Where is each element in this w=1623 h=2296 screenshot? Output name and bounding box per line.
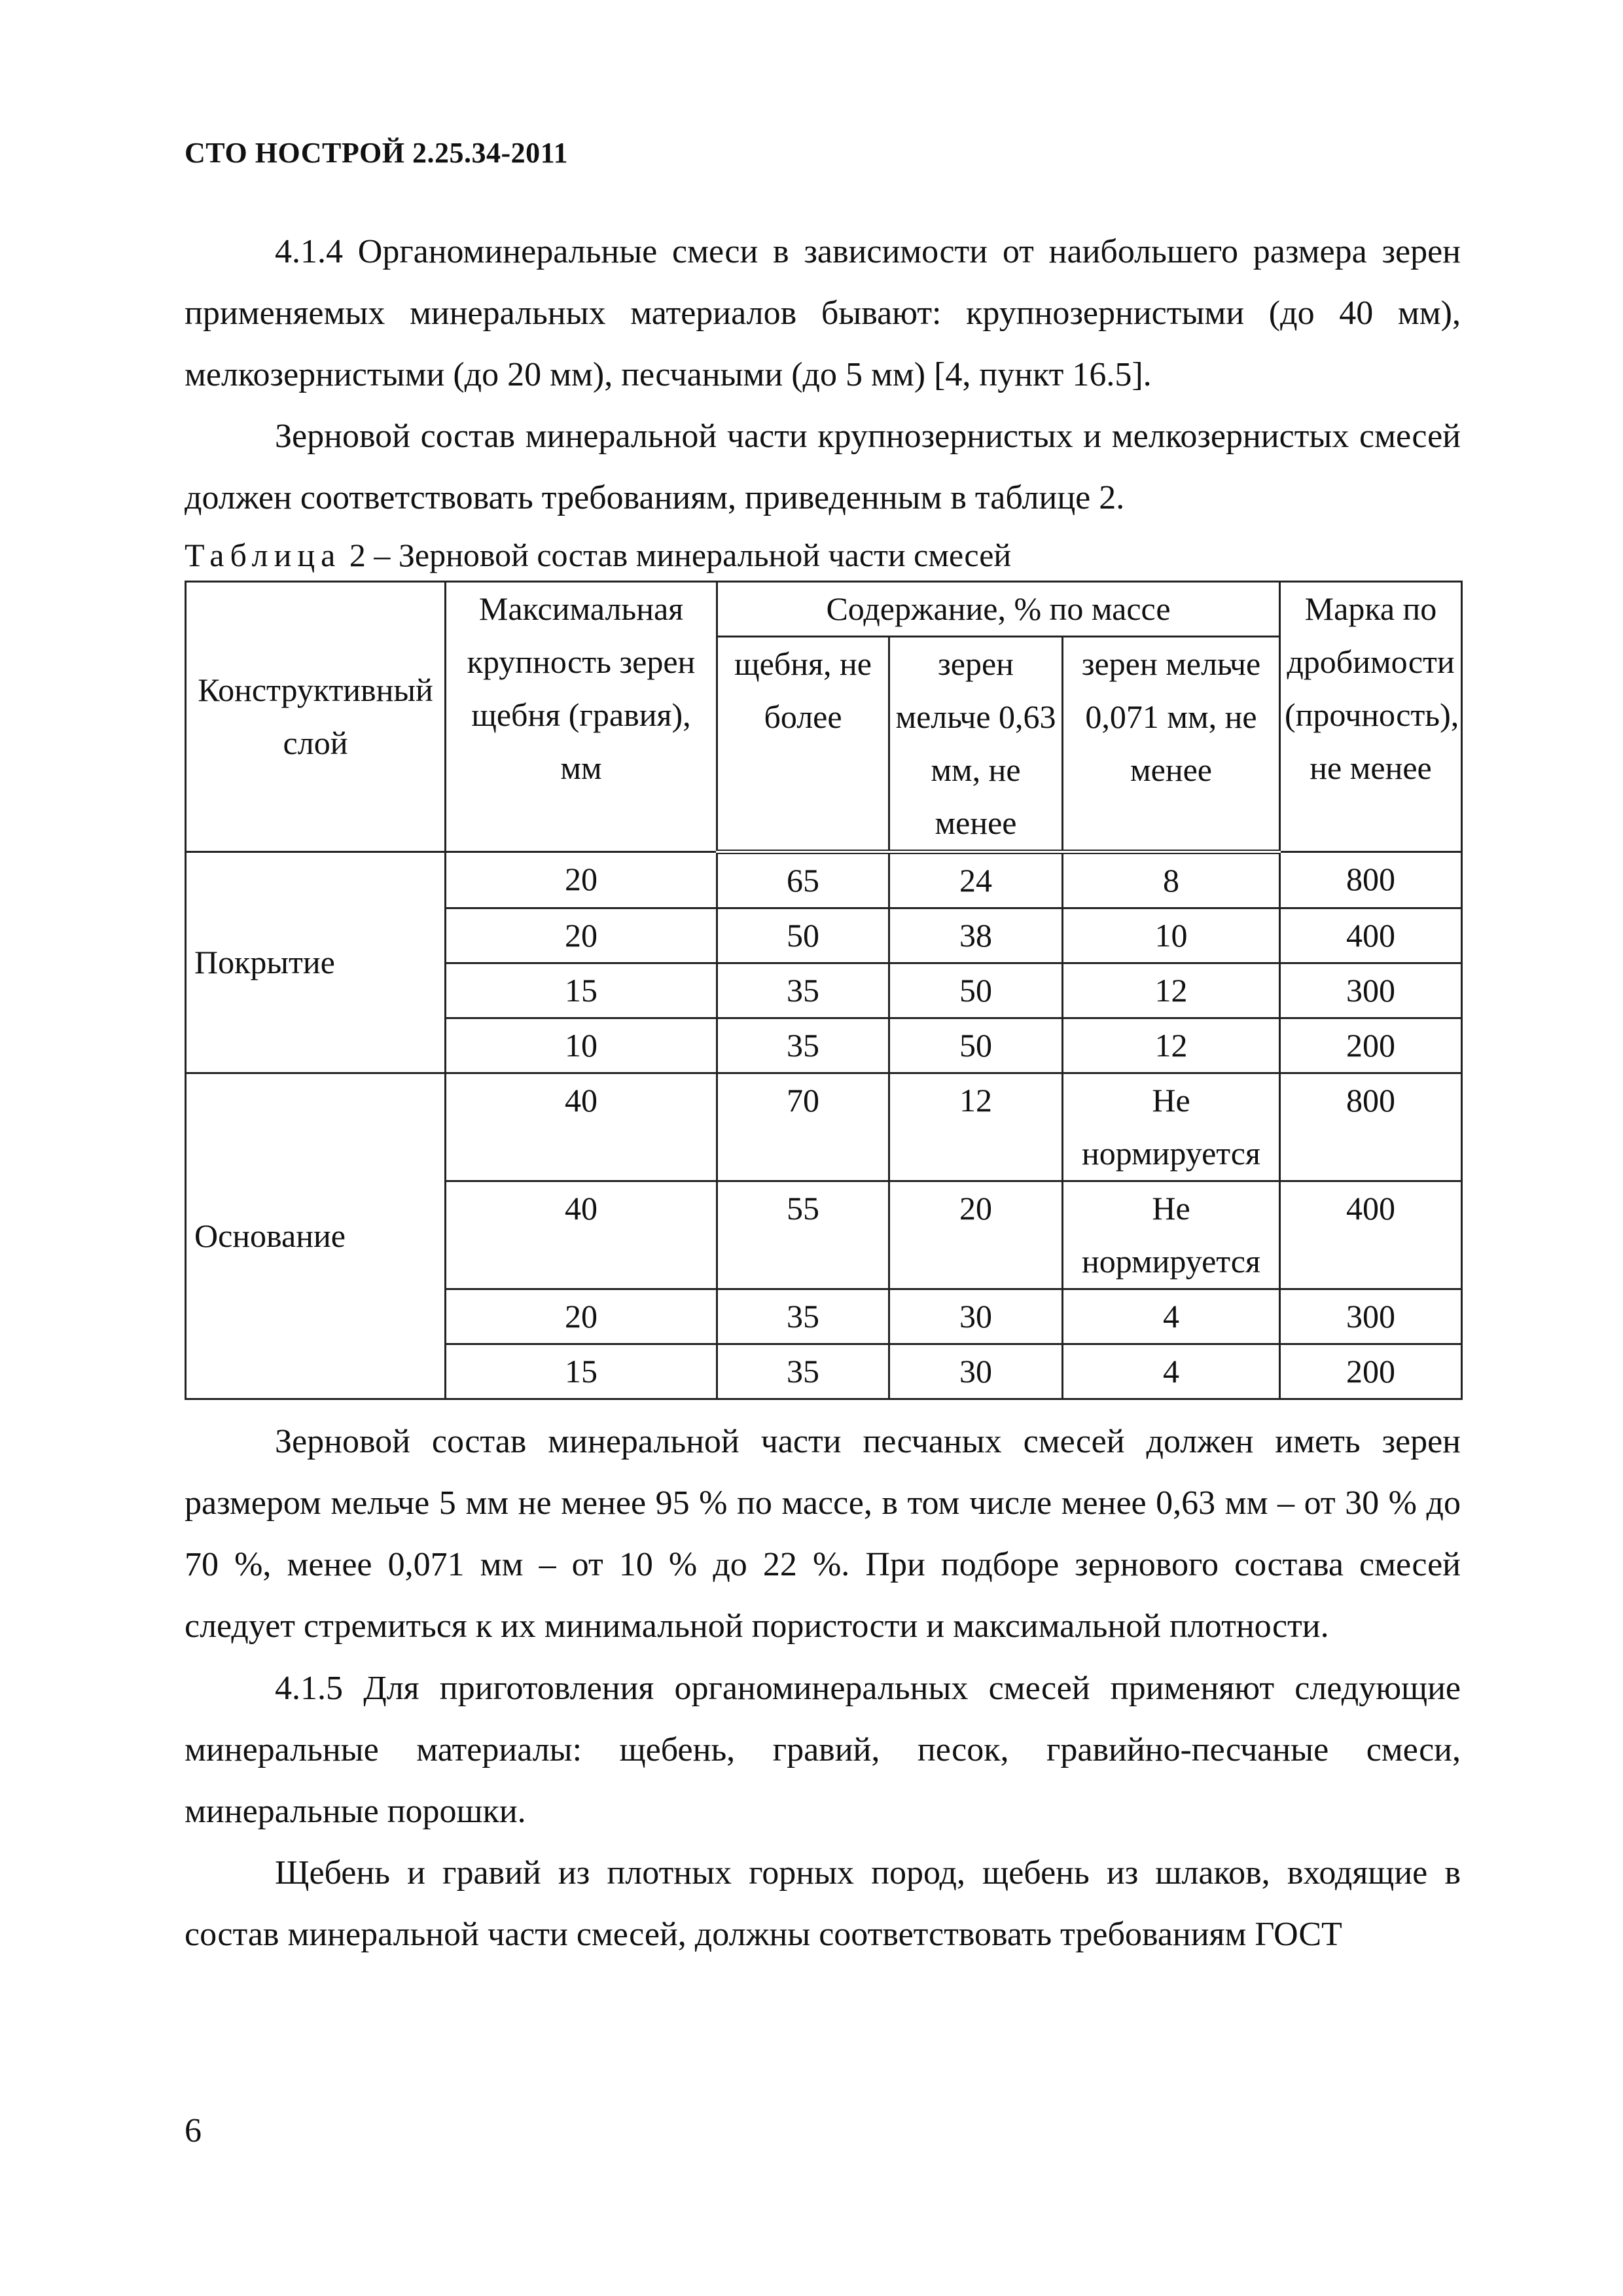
cell-fine-0071: 4 xyxy=(1063,1289,1280,1344)
cell-max: 10 xyxy=(446,1018,717,1073)
table-row xyxy=(186,852,1462,908)
cell-max: 40 xyxy=(446,1181,717,1289)
paragraph-4-1-4: 4.1.4 Органоминеральные смеси в зависимости от наибольшего размера зерен применяемых минеральных материалов бывают: крупнозернистыми (до 40 мм), мелкозернистыми (до 20 мм), песчаными (до 5 мм) [4, пункт 16.5]. xyxy=(185,233,1461,393)
table-caption-label: Таблица xyxy=(185,537,342,573)
table-caption-text: 2 – Зерновой состав минеральной части смесей xyxy=(349,537,1012,573)
cell-fine-0071: 10 xyxy=(1063,908,1280,963)
cell-max: 40 xyxy=(446,1073,717,1181)
cell-fine-063: 24 xyxy=(889,852,1063,908)
header-grade: Марка по дробимости (прочность), не менее xyxy=(1280,582,1462,852)
header-fine-0071: зерен мельче 0,071 мм, не менее xyxy=(1063,637,1280,852)
cell-max: 15 xyxy=(446,963,717,1018)
header-max-size: Максимальная крупность зерен щебня (гравия), мм xyxy=(446,582,717,852)
header-crushed: щебня, не более xyxy=(717,637,889,852)
document-header: СТО НОСТРОЙ 2.25.34-2011 xyxy=(185,137,569,169)
paragraph-sand-mixes: Зерновой состав минеральной части песчаных смесей должен иметь зерен размером мельче 5 мм не менее 95 % по массе, в том числе менее 0,63 мм – от 30 % до 70 %, менее 0,071 мм – от 10 % до 22 %. При подборе зернового состава смесей следует стремиться к их минимальной пористости и максимальной плотности. xyxy=(185,1423,1461,1645)
cell-fine-063: 38 xyxy=(889,908,1063,963)
cell-max: 20 xyxy=(446,1289,717,1344)
layer-cell-base: Основание xyxy=(186,1073,446,1399)
cell-max: 20 xyxy=(446,852,717,908)
cell-max: 20 xyxy=(446,908,717,963)
cell-crushed: 35 xyxy=(717,963,889,1018)
cell-fine-0071: 12 xyxy=(1063,963,1280,1018)
cell-grade: 400 xyxy=(1280,908,1462,963)
page-number: 6 xyxy=(185,2112,202,2149)
cell-fine-0071: Не нормируется xyxy=(1063,1073,1280,1181)
cell-fine-063: 12 xyxy=(889,1073,1063,1181)
cell-grade: 300 xyxy=(1280,963,1462,1018)
header-content-group: Содержание, % по массе xyxy=(717,582,1280,637)
layer-cell-coating: Покрытие xyxy=(186,852,446,1073)
cell-fine-063: 50 xyxy=(889,963,1063,1018)
cell-crushed: 70 xyxy=(717,1073,889,1181)
header-layer: Конструктивный слой xyxy=(186,582,446,852)
cell-grade: 200 xyxy=(1280,1344,1462,1399)
header-fine-063: зерен мельче 0,63 мм, не менее xyxy=(889,637,1063,852)
cell-grade: 800 xyxy=(1280,1073,1462,1181)
grain-composition-table xyxy=(185,581,1463,1400)
cell-fine-0071: Не нормируется xyxy=(1063,1181,1280,1289)
cell-crushed: 35 xyxy=(717,1018,889,1073)
cell-fine-0071: 4 xyxy=(1063,1344,1280,1399)
cell-crushed: 50 xyxy=(717,908,889,963)
cell-fine-063: 30 xyxy=(889,1344,1063,1399)
table-row xyxy=(186,1073,1462,1181)
paragraph-crushed-stone: Щебень и гравий из плотных горных пород, щебень из шлаков, входящие в состав минеральной части смесей, должны соответствовать требованиям ГОСТ xyxy=(185,1854,1461,1953)
cell-grade: 300 xyxy=(1280,1289,1462,1344)
paragraph-table-reference: Зерновой состав минеральной части крупнозернистых и мелкозернистых смесей должен соответствовать требованиям, приведенным в таблице 2. xyxy=(185,418,1461,516)
table-caption xyxy=(185,535,1011,575)
cell-crushed: 55 xyxy=(717,1181,889,1289)
paragraph-4-1-5: 4.1.5 Для приготовления органоминеральных смесей применяют следующие минеральные материалы: щебень, гравий, песок, гравийно-песчаные смеси, минеральные порошки. xyxy=(185,1670,1461,1830)
cell-max: 15 xyxy=(446,1344,717,1399)
cell-fine-0071: 12 xyxy=(1063,1018,1280,1073)
cell-fine-0071: 8 xyxy=(1063,852,1280,908)
cell-grade: 800 xyxy=(1280,852,1462,908)
cell-crushed: 65 xyxy=(717,852,889,908)
cell-grade: 400 xyxy=(1280,1181,1462,1289)
cell-fine-063: 50 xyxy=(889,1018,1063,1073)
cell-fine-063: 30 xyxy=(889,1289,1063,1344)
cell-crushed: 35 xyxy=(717,1289,889,1344)
cell-crushed: 35 xyxy=(717,1344,889,1399)
cell-grade: 200 xyxy=(1280,1018,1462,1073)
cell-fine-063: 20 xyxy=(889,1181,1063,1289)
